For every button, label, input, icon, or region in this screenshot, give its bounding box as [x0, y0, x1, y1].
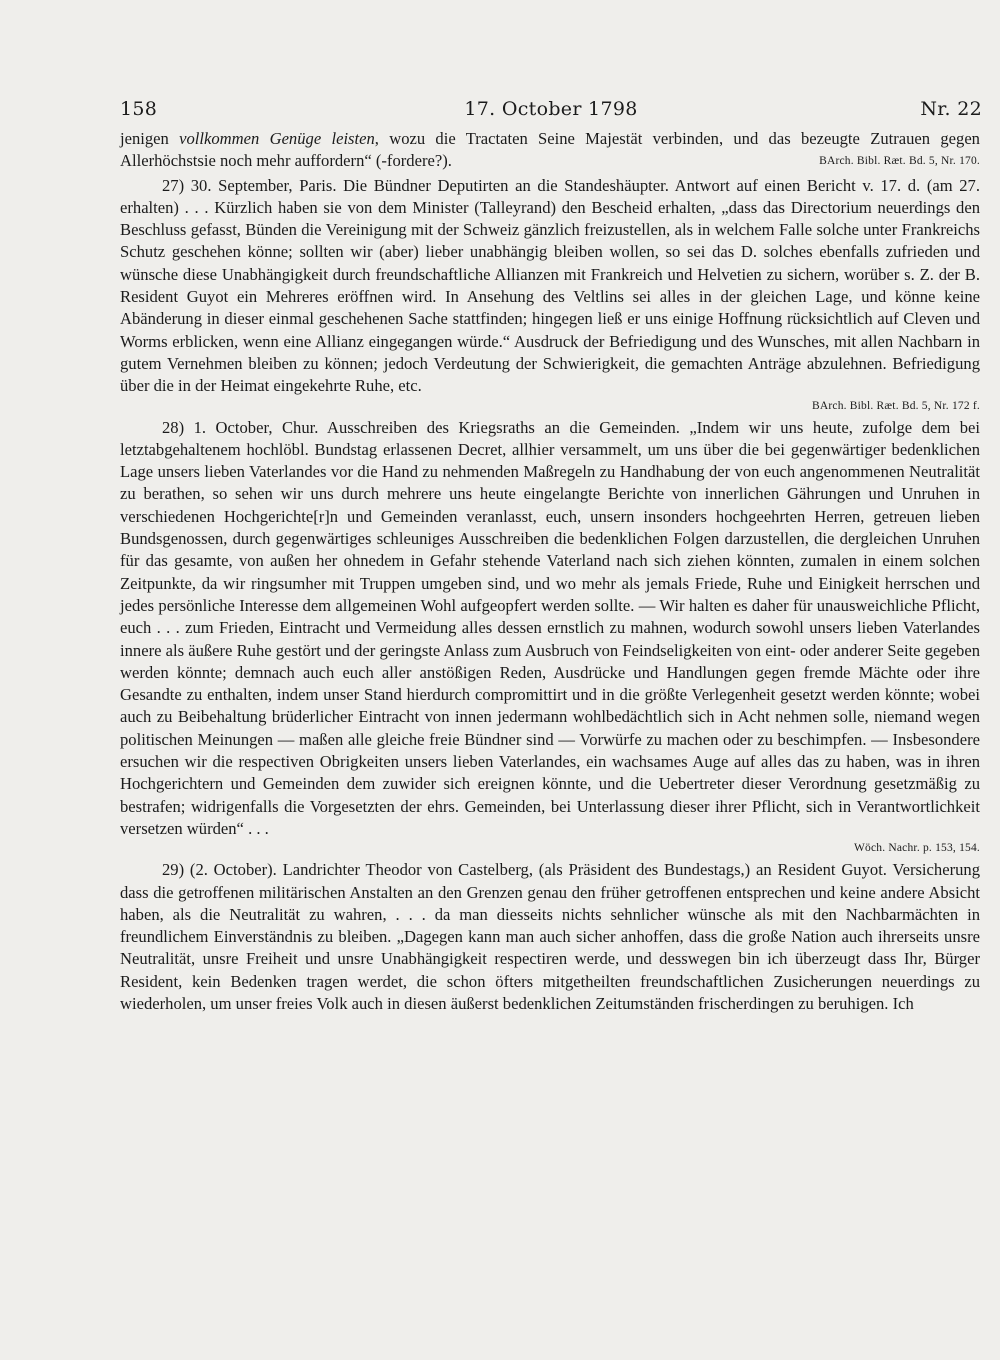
header-date: 17. October 1798 [464, 98, 638, 120]
source-citation: Wöch. Nachr. p. 153, 154. [853, 842, 980, 855]
source-citation: BArch. Bibl. Ræt. Bd. 5, Nr. 170. [819, 155, 980, 168]
page-body [120, 128, 980, 1015]
paragraph-text: jenigen [120, 129, 180, 148]
document-number: Nr. 22 [920, 98, 982, 120]
continued-paragraph [120, 128, 980, 173]
entry-27: 27) 30. September, Paris. Die Bündner Deputirten an die Standeshäupter. Antwort auf einen Bericht v. 17. d. (am 27. erhalten) . . . Kürzlich haben sie von dem Minister (Talleyrand) den Bescheid erhalten, „dass das Directorium neuerdings den Beschluss gefasst, Bünden die Vereinigung mit der Schweiz gänzlich freizustellen, als in welchem Falle solche unter Frankreichs Schutz geschehen könne; sollten wir (aber) lieber unabhängig bleiben wollen, so sei das D. solches ebenfalls zufrieden und wünsche diese Unabhängigkeit durch freundschaftliche Allianzen mit Frankreich und Helvetien zu sichern, worüber s. Z. der B. Resident Guyot ein Mehreres eröffnen wird. In Ansehung des Veltlins sei alles in der gleichen Lage, und könne keine Abänderung in dieser einmal geschehenen Sache stattfinden; hingegen ließ er uns einige Hoffnung rücksichtlich auf Cleven und Worms erblicken, wenn eine Allianz eingegangen würde.“ Ausdruck der Befriedigung und des Wunsches, mit allen Nachbarn in gutem Vernehmen bleiben zu können; jedoch Verdeutung der Schwierigkeit, die gemachten Anträge abzulehnen. Befriedigung über die in der Heimat eingekehrte Ruhe, etc. [120, 175, 980, 396]
emphasis-text: vollkommen Genüge leisten [179, 129, 375, 148]
source-citation: BArch. Bibl. Ræt. Bd. 5, Nr. 172 f. [811, 399, 980, 412]
entry-28: 28) 1. October, Chur. Ausschreiben des Kriegsraths an die Gemeinden. „Indem wir uns heute, zufolge dem bei letztabgehaltenem hochlöbl. Bundstag erlassenen Decret, allhier versammelt, um uns über die bei gegenwärtiger bedenklichen Lage unsers lieben Vaterlandes vor die Hand zu nehmenden Maßregeln zu Handhabung der von euch angenommenen Neutralität zu berathen, so sehen wir uns durch mehrere uns heute eingelangte Berichte von innerlichen Gährungen und Unruhen in verschiedenen Hochgerichte[r]n und Gemeinden veranlasst, euch, unsern insonders hochgeehrten Herren, getreuen lieben Bundsgenossen, durch gegenwärtiges schleuniges Ausschreiben die bedenklichen Folgen darzustellen, die dergleichen Unruhen für das gesamte, von außen her ohnedem in Gefahr stehende Vaterland nach sich ziehen könnten, zumalen in einem solchen Zeitpunkte, da wir ringsumher mit Truppen umgeben sind, und wo mehr als jemals Friede, Ruhe und Einigkeit herrschen und jedes persönliche Interesse dem allgemeinen Wohl aufgeopfert werden sollte. — Wir halten es daher für unausweichliche Pflicht, euch . . . zum Frieden, Eintracht und Vermeidung alles dessen ernstlich zu mahnen, wodurch sowohl unsers lieben Vaterlandes innere als äußere Ruhe gestört und der geringste Anlass zum Ausbruch von Feindseligkeiten von eint- oder anderer Seite gegeben werden könnte; demnach auch euch aller anstößigen Reden, Ausdrücke und Handlungen gegen fremde Mächte oder ihre Gesandte zu enthalten, indem unser Stand hierdurch compromittirt und in die größte Verlegenheit gesetzt werden könnte; wobei auch zu Beibehaltung brüderlicher Eintracht von innen jedermann wohlbedächtlich sich in Acht nehmen solle, niemand wegen politischen Meinungen — maßen alle gleiche freie Bündner sind — Vorwürfe zu machen oder zu beschimpfen. — Insbesondere ersuchen wir die respectiven Obrigkeiten unsers lieben Vaterlandes, ein wachsames Auge auf alles das zu haben, was in ihren Hochgerichtern und Gemeinden dem zuwider sich ereignen könnte, und die Uebertreter dieser Verordnung gesetzmäßig zu bestrafen; widrigenfalls die Vorgesetzten der ehrs. Gemeinden, bei Unterlassung dieser ihrer Pflicht, sich in Verantwortlichkeit versetzen würden“ . . . [120, 417, 980, 838]
entry-29: 29) (2. October). Landrichter Theodor von Castelberg, (als Präsident des Bundestags,) an Resident Guyot. Versicherung dass die getroffenen militärischen Anstalten an den Grenzen genau den früher getroffenen entsprechen und keine andere Absicht haben, als die Neutralität zu wahren, . . . da man diesseits nichts sehnlicher wünsche als mit den Nachbarmächten in freundlichem Einverständnis zu bleiben. „Dagegen kann man auch sicher anhoffen, dass die große Nation auch ihrerseits unsre Neutralität, unsre Freiheit und unsre Unabhängigkeit respectiren werde, und desswegen bin ich überzeugt dass Ihr, Bürger Resident, kein Bedenken tragen werdet, die schon öfters mitgetheilten freundschaftlichen Zusicherungen neuerdings zu wiederholen, um unser freies Volk auch in diesen äußerst bedenklichen Zeitumständen frischerdingen zu beruhigen. Ich [120, 860, 980, 1013]
page-number: 158 [120, 98, 158, 120]
running-header [120, 98, 982, 126]
paragraph-text: , wozu die Tractaten Seine Majestät verbinden, und das bezeugte Zutrauen gegen Allerhöchstsie noch mehr auffordern“ (-fordere?). [120, 129, 980, 171]
